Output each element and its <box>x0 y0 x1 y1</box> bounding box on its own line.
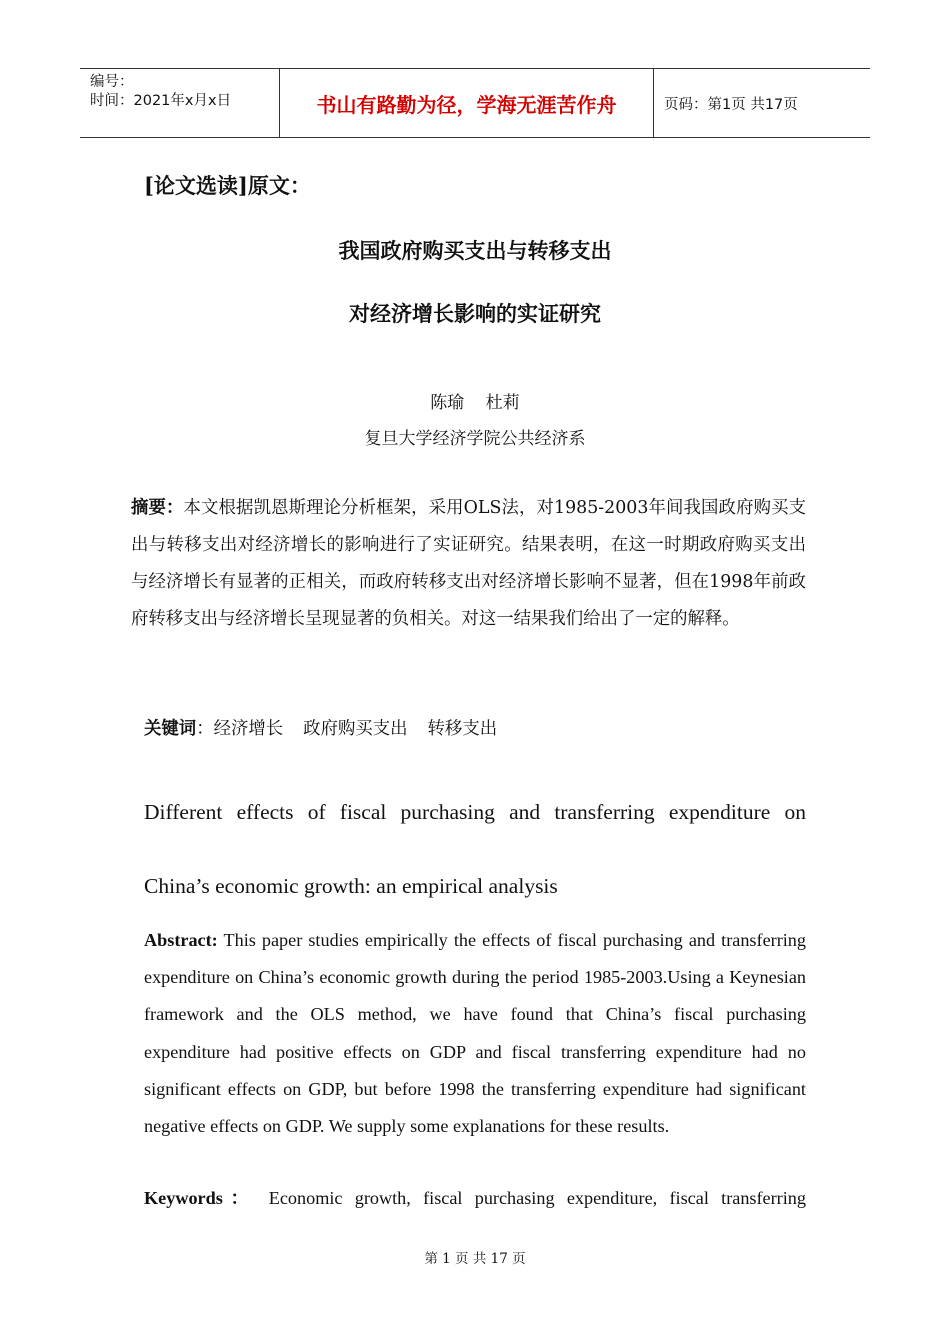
keywords-cn <box>144 714 517 739</box>
page-footer: 第 1 页 共 17 页 <box>424 1251 526 1267</box>
keyword-item: 政府购买支出 <box>303 719 408 739</box>
keywords-en-label: Keywords <box>144 1188 223 1208</box>
header-motto-cell <box>280 69 654 137</box>
affiliation: 复旦大学经济学院公共经济系 <box>364 429 586 449</box>
paper-title-line2: 对经济增长影响的实证研究 <box>349 301 601 326</box>
keywords-cn-label: 关键词 <box>144 719 197 739</box>
keyword-item: 转移支出 <box>427 719 498 739</box>
abstract-en <box>144 922 806 1145</box>
abstract-cn <box>131 490 806 638</box>
abstract-cn-label: 摘要： <box>131 498 184 518</box>
page-label: 页码：第1页 共17页 <box>664 96 798 113</box>
keyword-item: 经济增长 <box>213 719 284 739</box>
english-title-line2: China’s economic growth: an empirical analysis <box>144 874 558 898</box>
document-header <box>80 68 870 138</box>
abstract-cn-text: 本文根据凯恩斯理论分析框架，采用OLS法，对1985-2003年间我国政府购买支出与转移支出对经济增长的影响进行了实证研究。结果表明，在这一时期政府购买支出与经济增长有显著的正相关，而政府转移支出对经济增长影响不显著，但在1998年前政府转移支出与经济增长呈现显著的负相关。对这一结果我们给出了一定的解释。 <box>131 498 806 629</box>
time-label: 时间：2021年x月x日 <box>90 93 232 109</box>
motto: 书山有路勤为径，学海无涯苦作舟 <box>316 92 617 117</box>
keywords-en-colon: ： <box>222 1188 257 1208</box>
abstract-en-label: Abstract: <box>144 930 218 950</box>
keywords-cn-colon: ： <box>196 719 214 739</box>
abstract-en-text: This paper studies empirically the effects of fiscal purchasing and transferring expenditure on China’s economic growth during the period 1985-2003.Using a Keynesian framework and the OLS method, we have found that China’s fiscal purchasing expenditure had positive effects on GDP and fiscal transferring expenditure had no significant effects on GDP, but before 1998 the transferring expenditure had significant negative effects on GDP. We supply some explanations for these results. <box>144 930 806 1137</box>
section-label: [论文选读]原文： <box>144 173 311 198</box>
header-meta-cell <box>80 69 280 137</box>
paper-title-line1: 我国政府购买支出与转移支出 <box>338 238 612 263</box>
english-title-line1: Different effects of fiscal purchasing and transferring expenditure on <box>144 800 806 824</box>
number-label: 编号： <box>90 74 134 90</box>
keywords-en-text: Economic growth, fiscal purchasing expenditure, fiscal transferring <box>268 1188 806 1208</box>
keywords-en <box>144 1184 806 1210</box>
authors: 陈瑜 杜莉 <box>430 393 520 413</box>
header-page-cell <box>654 69 870 137</box>
